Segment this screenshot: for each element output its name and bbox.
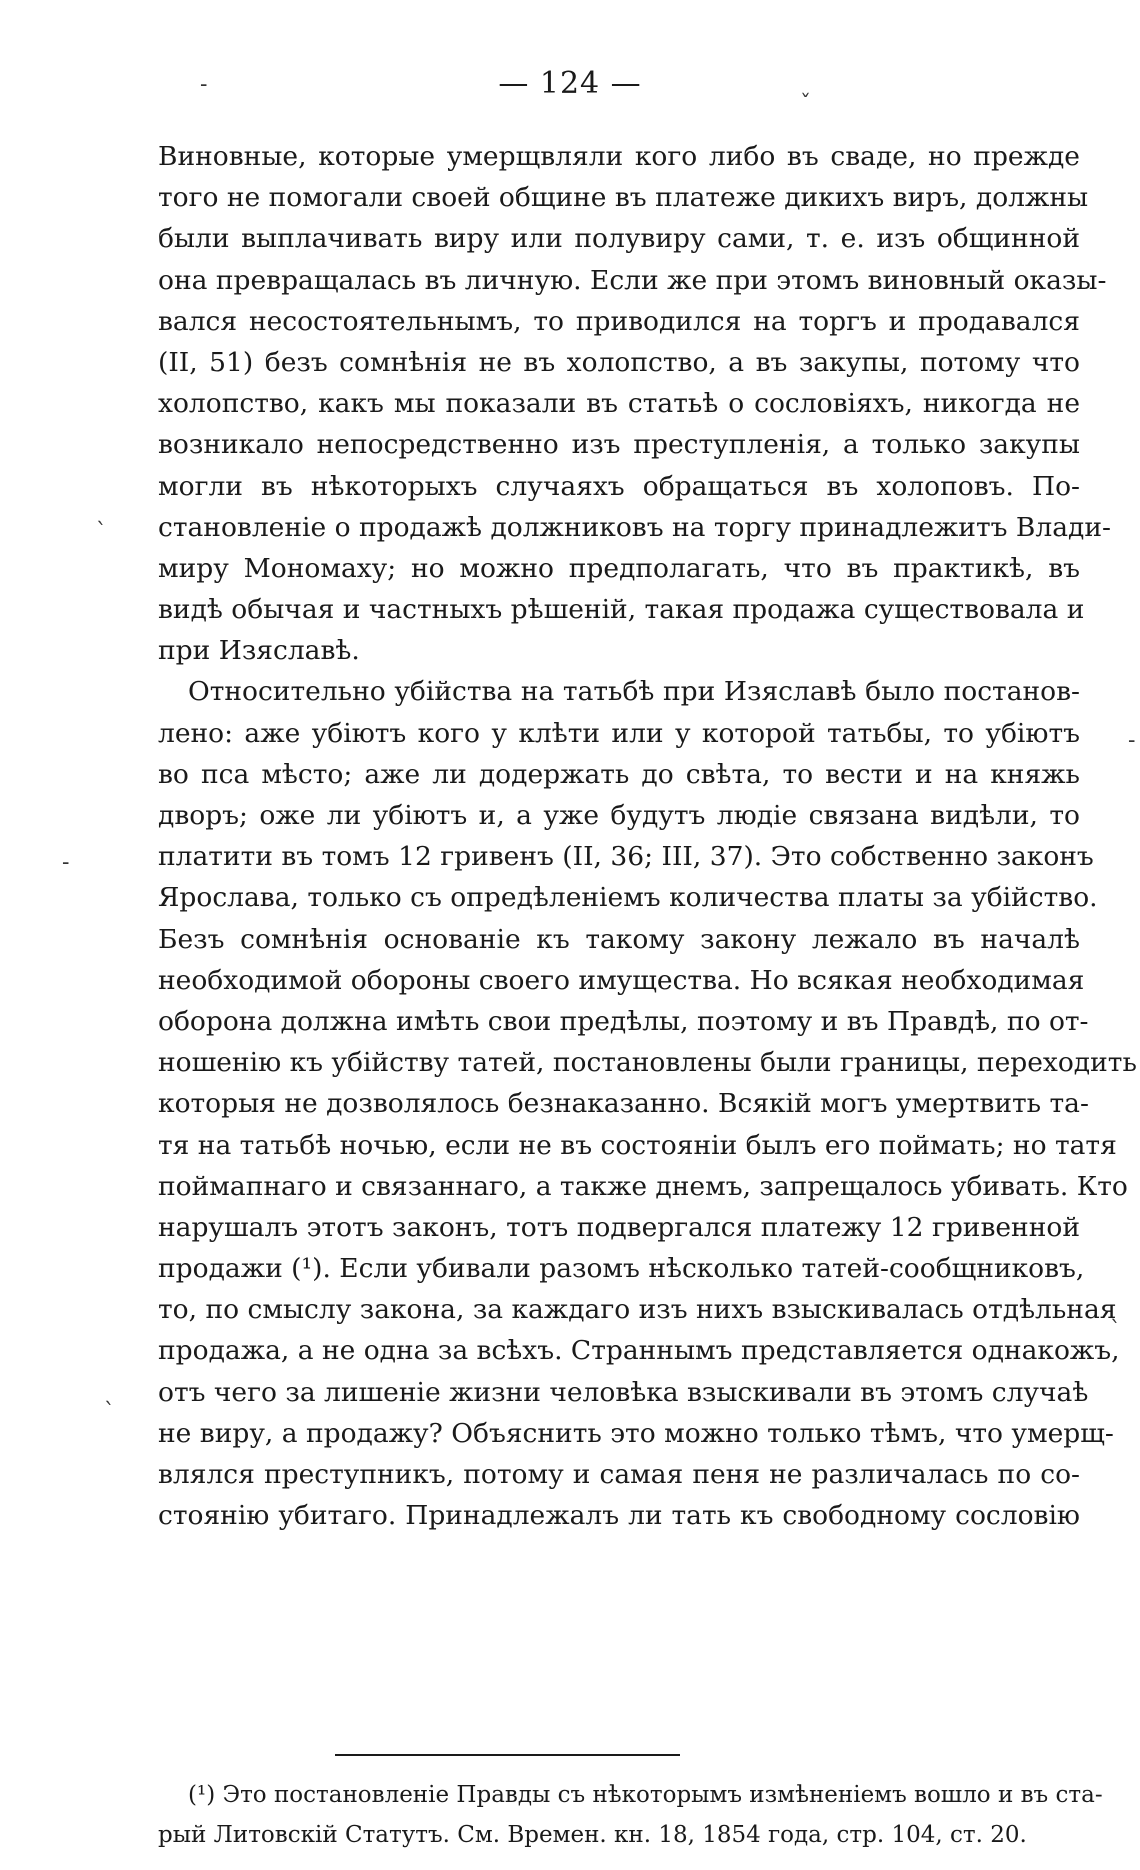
text-line: продажа, а не одна за всѣхъ. Страннымъ представляется однакожъ, [158, 1335, 1120, 1367]
text-line: возникало непосредственно изъ преступленія, а только закупы [158, 429, 1080, 461]
text-line: Относительно убійства на татьбѣ при Изяславѣ было постанов- [188, 676, 1080, 708]
text-line: необходимой обороны своего имущества. Но всякая необходимая [158, 964, 1085, 996]
footnote-line: рый Литовскій Статутъ. См. Времен. кн. 18, 1854 года, стр. 104, ст. 20. [158, 1822, 1027, 1848]
text-line: миру Мономаху; но можно предполагать, что въ практикѣ, въ [158, 552, 1080, 584]
text-line: при Изяславѣ. [158, 635, 360, 667]
stray-mark: - [62, 850, 70, 875]
text-line: нарушалъ этотъ законъ, тотъ подвергался платежу 12 гривенной [158, 1211, 1080, 1243]
stray-mark: ˋ [104, 1400, 115, 1425]
text-line: лено: аже убіютъ кого у клѣти или у которой татьбы, то убіютъ [158, 717, 1080, 749]
stray-mark: ˇ [800, 92, 811, 117]
stray-mark: - [1128, 728, 1136, 753]
text-line: влялся преступникъ, потому и самая пеня не различалась по со- [158, 1459, 1080, 1490]
footnote-line: (¹) Это постановленіе Правды съ нѣкоторымъ измѣненіемъ вошло и въ ста- [188, 1782, 1103, 1808]
footnote-divider [335, 1754, 680, 1756]
text-line: становленіе о продажѣ должниковъ на торгу принадлежитъ Влади- [158, 511, 1111, 543]
text-line: могли въ нѣкоторыхъ случаяхъ обращаться въ холоповъ. По- [158, 470, 1080, 502]
text-line: которыя не дозволялось безнаказанно. Всякій могъ умертвить та- [158, 1088, 1089, 1120]
text-line: вался несостоятельнымъ, то приводился на торгъ и продавался [158, 305, 1080, 337]
text-line: поймапнаго и связаннаго, а также днемъ, запрещалось убивать. Кто [158, 1170, 1128, 1202]
text-line: оборона должна имѣть свои предѣлы, поэтому и въ Правдѣ, по от- [158, 1005, 1089, 1037]
text-line: (II, 51) безъ сомнѣнія не въ холопство, а въ закупы, потому что [158, 346, 1080, 378]
text-line: не виру, а продажу? Объяснить это можно только тѣмъ, что умерщ- [158, 1417, 1114, 1449]
text-line: отъ чего за лишеніе жизни человѣка взыскивали въ этомъ случаѣ [158, 1376, 1089, 1408]
text-line: то, по смыслу закона, за каждаго изъ нихъ взыскивалась отдѣльная [158, 1294, 1117, 1326]
text-line: Ярослава, только съ опредѣленіемъ количества платы за убійство. [158, 882, 1098, 914]
text-line: платити въ томъ 12 гривенъ (II, 36; III, 37). Это собственно законъ [158, 841, 1094, 873]
text-line: Безъ сомнѣнія основаніе къ такому закону лежало въ началѣ [158, 923, 1080, 955]
footnote-block [158, 1775, 1103, 1855]
text-line: стоянію убитаго. Принадлежалъ ли тать къ свободному сословію [158, 1500, 1080, 1532]
text-line: она превращалась въ личную. Если же при этомъ виновный оказы- [158, 264, 1107, 296]
stray-mark: ˋ [96, 520, 107, 545]
text-line: были выплачивать виру или полувиру сами, т. е. изъ общинной [158, 223, 1080, 255]
main-text [158, 136, 1137, 1536]
text-line: продажи (¹). Если убивали разомъ нѣсколько татей-сообщниковъ, [158, 1253, 1085, 1285]
page-number: — 124 — [498, 66, 642, 101]
stray-mark: ˋ [1110, 1318, 1121, 1343]
text-line: дворъ; оже ли убіютъ и, а уже будутъ людіе связана видѣли, то [158, 800, 1080, 831]
text-line: того не помогали своей общине въ платеже дикихъ виръ, должны [158, 182, 1089, 214]
text-line: во пса мѣсто; аже ли додержать до свѣта, то вести и на княжь [158, 758, 1080, 790]
text-line: ношенію къ убійству татей, постановлены были границы, переходить [158, 1047, 1137, 1079]
text-line: тя на татьбѣ ночью, если не въ состояніи былъ его поймать; но татя [158, 1129, 1117, 1161]
stray-mark: - [200, 72, 208, 97]
text-line: холопство, какъ мы показали въ статьѣ о сословіяхъ, никогда не [158, 388, 1080, 420]
text-line: видѣ обычая и частныхъ рѣшеній, такая продажа существовала и [158, 594, 1085, 626]
text-line: Виновные, которые умерщвляли кого либо въ сваде, но прежде [158, 141, 1080, 172]
